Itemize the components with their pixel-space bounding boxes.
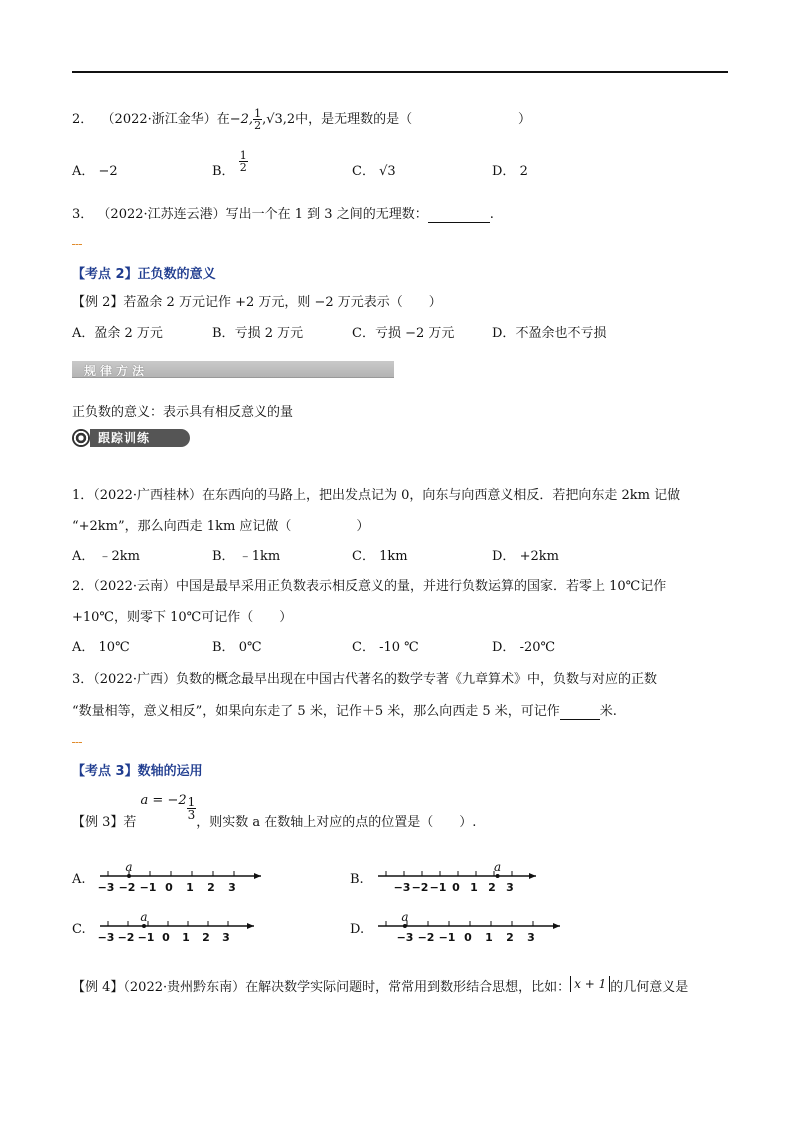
number-line-b bbox=[378, 858, 528, 902]
number-line-c bbox=[97, 908, 250, 952]
header-rule bbox=[72, 71, 728, 73]
practice-3-line2: “数量相等，意义相反”，如果向东走了 5 米，记作＋5 米，那么向西走 5 米，可记作 米. bbox=[72, 704, 617, 719]
method-banner bbox=[72, 361, 394, 378]
practice-2-line2: +10℃，则零下 10℃可记作（ ） bbox=[72, 610, 293, 625]
option-d[interactable]: D． 2 bbox=[492, 164, 528, 179]
answer-blank[interactable] bbox=[428, 207, 490, 223]
point-marker bbox=[496, 874, 500, 878]
practice-1-line2: “+2km”，那么向西走 1km 应记做（ ） bbox=[72, 519, 370, 534]
axis-arrow bbox=[254, 873, 261, 879]
point-label: a bbox=[140, 910, 148, 924]
method-banner-label: 规律方法 bbox=[84, 364, 149, 378]
example-4: 【例 4】（2022·贵州黔东南）在解决数学实际问题时，常常用到数形结合思想，比如： x + 1 的几何意义是 bbox=[72, 977, 689, 995]
option-b[interactable]: B．亏损 2 万元 bbox=[212, 326, 304, 341]
option-d[interactable]: D． -20℃ bbox=[492, 640, 556, 655]
point-marker bbox=[403, 924, 407, 928]
practice-header-label: 跟踪训练 bbox=[90, 429, 190, 447]
section-divider bbox=[72, 742, 82, 743]
practice-header bbox=[72, 429, 192, 447]
tick-label: 0 bbox=[464, 931, 472, 944]
section-title-kd3: 【考点 3】数轴的运用 bbox=[72, 764, 203, 779]
answer-blank[interactable] bbox=[560, 704, 600, 720]
tick-label: −2 bbox=[417, 931, 435, 944]
tick-label: −1 bbox=[429, 881, 447, 894]
fraction-numerator: 1 bbox=[254, 107, 262, 120]
option-b[interactable]: B． 0℃ bbox=[212, 640, 262, 655]
tick-label: −2 bbox=[117, 931, 135, 944]
tick-label: 1 bbox=[186, 881, 194, 894]
tick-label: 2 bbox=[207, 881, 215, 894]
section-title-kd2: 【考点 2】正负数的意义 bbox=[72, 267, 216, 282]
tick-label: 3 bbox=[228, 881, 236, 894]
fraction: $\frac{1}{3}$ bbox=[187, 795, 196, 822]
answer-bracket-close: ） bbox=[518, 112, 532, 127]
tick-label: −2 bbox=[118, 881, 136, 894]
option-a[interactable]: A．盈余 2 万元 bbox=[72, 326, 163, 341]
example-2: 【例 2】若盈余 2 万元记作 +2 万元，则 −2 万元表示（ ） bbox=[72, 295, 442, 310]
number-line-a bbox=[97, 858, 250, 902]
point-marker bbox=[142, 924, 146, 928]
question-number: 2． bbox=[72, 112, 94, 127]
option-b[interactable]: B． ﹣1km bbox=[212, 549, 281, 564]
number-sequence: −2, bbox=[229, 112, 254, 127]
tick-label: −3 bbox=[393, 881, 411, 894]
tick-label: 2 bbox=[488, 881, 496, 894]
point-label: a bbox=[125, 860, 133, 874]
tick-label: −1 bbox=[137, 931, 155, 944]
option-b[interactable]: B. bbox=[350, 872, 364, 887]
question-3: 3． （2022·江苏连云港）写出一个在 1 到 3 之间的无理数： . bbox=[72, 207, 494, 222]
option-c[interactable]: C．亏损 −2 万元 bbox=[352, 326, 455, 341]
option-d[interactable]: D． +2km bbox=[492, 549, 559, 564]
tick-label: −3 bbox=[396, 931, 414, 944]
tick-label: 3 bbox=[506, 881, 514, 894]
tick-label: 1 bbox=[182, 931, 190, 944]
tick-label: 1 bbox=[470, 881, 478, 894]
absolute-value-expression: x + 1 bbox=[570, 976, 610, 992]
tick-label: −1 bbox=[139, 881, 157, 894]
tick-label: 2 bbox=[202, 931, 210, 944]
axis-arrow bbox=[247, 923, 254, 929]
point-marker bbox=[127, 874, 131, 878]
fraction bbox=[253, 108, 262, 131]
practice-1-line1: 1．（2022·广西桂林）在东西向的马路上，把出发点记为 0，向东与向西意义相反．若把向东走 2km 记做 bbox=[72, 488, 681, 503]
option-c[interactable]: C． -10 ℃ bbox=[352, 640, 419, 655]
option-c[interactable]: C． √3 bbox=[352, 164, 396, 179]
tick-label: −3 bbox=[97, 931, 115, 944]
option-c[interactable]: C. bbox=[72, 922, 86, 937]
tick-label: 2 bbox=[506, 931, 514, 944]
example-3: 【例 3】若 a = −2 $\frac{1}{3}$ ，则实数 a 在数轴上对应的点的位置是（ ）. bbox=[72, 793, 477, 830]
tick-label: 0 bbox=[165, 881, 173, 894]
tick-label: −3 bbox=[97, 881, 115, 894]
section-divider bbox=[72, 244, 82, 245]
axis-arrow bbox=[529, 873, 536, 879]
question-text: 中，是无理数的是（ bbox=[295, 112, 413, 127]
point-label: a bbox=[494, 860, 502, 874]
target-icon bbox=[72, 429, 90, 447]
option-d[interactable]: D．不盈余也不亏损 bbox=[492, 326, 607, 341]
fraction-denominator: 2 bbox=[254, 119, 262, 132]
method-text: 正负数的意义：表示具有相反意义的量 bbox=[72, 405, 294, 420]
fraction: $\frac{1}{2}$ bbox=[239, 149, 247, 174]
tick-label: 0 bbox=[162, 931, 170, 944]
tick-label: 1 bbox=[485, 931, 493, 944]
practice-3-line1: 3．（2022·广西）负数的概念最早出现在中国古代著名的数学专著《九章算术》中，负数与对应的正数 bbox=[72, 672, 657, 687]
tick-label: 0 bbox=[452, 881, 460, 894]
point-label: a bbox=[401, 910, 409, 924]
practice-2-line1: 2．（2022·云南）中国是最早采用正负数表示相反意义的量，并进行负数运算的国家．若零上 10℃记作 bbox=[72, 579, 667, 594]
tick-label: −2 bbox=[411, 881, 429, 894]
tick-label: 3 bbox=[222, 931, 230, 944]
option-a[interactable]: A. bbox=[72, 872, 86, 887]
question-2 bbox=[72, 108, 412, 131]
option-a[interactable]: A． ﹣2km bbox=[72, 549, 141, 564]
number-sequence-tail: ,√3,2 bbox=[262, 112, 296, 127]
option-a[interactable]: A． −2 bbox=[72, 164, 118, 179]
axis-arrow bbox=[553, 923, 560, 929]
option-b[interactable]: B． $\frac{1}{2}$ bbox=[212, 149, 247, 179]
equation: a = −2 bbox=[140, 793, 187, 808]
option-d[interactable]: D. bbox=[350, 922, 365, 937]
tick-label: −1 bbox=[438, 931, 456, 944]
number-line-d bbox=[378, 908, 535, 952]
question-source: （2022·浙江金华）在 bbox=[101, 112, 230, 127]
option-a[interactable]: A． 10℃ bbox=[72, 640, 130, 655]
option-c[interactable]: C． 1km bbox=[352, 549, 408, 564]
tick-label: 3 bbox=[527, 931, 535, 944]
